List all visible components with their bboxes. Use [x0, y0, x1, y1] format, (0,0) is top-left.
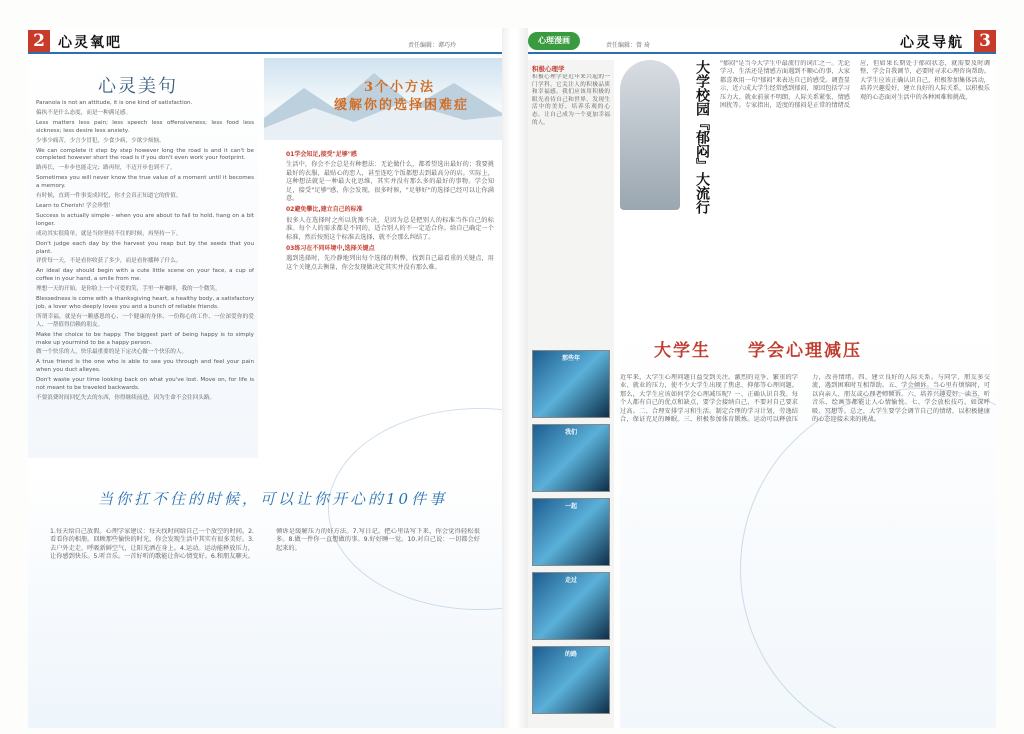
quote-line: 路再长，一步步也能走完；路再短，不迈开步也到不了。 [36, 165, 176, 172]
comic-panel-caption: 我们 [564, 429, 577, 436]
article2-panel [620, 328, 996, 728]
comic-badge: 心理漫画 [528, 32, 580, 50]
comic-text: 积极心理学是近年来兴起的一门学科，它关注人的积极品质和幸福感。我们应该用积极的眼光看待自己和世界，发现生活中的美好，培养乐观的心态，让自己成为一个更加幸福的人。 [532, 74, 610, 126]
comic-panel [532, 498, 610, 566]
quote-line: 偏执不是什么态度，而是一种满足感。 [36, 109, 132, 116]
comic-panel-caption: 一起 [564, 503, 577, 510]
comic-panel [532, 350, 610, 418]
spread-gutter [500, 28, 528, 728]
quote-line: 评价每一天，不是看你收获了多少，而是看你播种了什么。 [36, 258, 182, 265]
method-text: 生活中，你会不会总是有种想法：无论做什么，都希望选出最好的；我要挑最好的衣服，最贴心的恋人，甚至连吃个饭都想去到最高分的店。实际上，这种想法就是一种最大化思维，其实并没有那么多的最好的事物。学会知足，接受"足够"感，你会发现，很多时候，"足够好"的选择已经可以让你满意。 [286, 161, 494, 203]
method-text: 遇到选择时，先冷静地列出每个选择的利弊，找到自己最看重的关键点，用这个关键点去衡量，你会发现做决定其实并没有那么难。 [286, 255, 494, 271]
section-title-right: 心灵导航 [900, 35, 964, 51]
comic-heading: 积极心理学 [532, 65, 565, 73]
comic-panel [532, 572, 610, 640]
quote-line: 所谓幸福，就是有一颗感恩的心、一个健康的身体、一份称心的工作、一位深爱你的爱人、一帮值得信赖的朋友。 [36, 313, 254, 328]
quote-line: Make the choice to be happy. The biggest part of being happy is to simply make up yourmind to be a happy person. [36, 331, 254, 346]
tips-panel [28, 468, 502, 728]
section-title-left: 心灵氧吧 [58, 35, 122, 51]
method-heading: 03练习在不同环境中,选择关键点 [286, 245, 375, 253]
quote-line: 理想一天的开始，是你脸上一个可爱的笑，手里一杯咖啡，我的一个微笑。 [36, 286, 221, 293]
comic-panel [532, 646, 610, 714]
quote-line: Don't waste your time looking back on what you've lost. Move on, for life is not meant to be traveled backwards. [36, 377, 254, 392]
quote-line: Less matters less pain; less speech less offensiveness; less food less sickness; less desire less anxiety. [36, 119, 254, 134]
comic-panels [532, 350, 610, 720]
tips-text: 1.每天给自己放假。心理学家建议：每天找时间给自己一个放空的时间。2.看看你的相册。回顾那些愉快的时光，你会发现生活中其实有很多美好。3.去户外走走，呼吸新鲜空气，让阳光洒在身上。4.运动。运动能释放压力，让你感到快乐。5.听音乐。一首好听的歌能让你心情变好。6.和朋友聊天。倾诉是缓解压力的好方法。7.写日记。把心里话写下来，你会觉得轻松很多。8.做一件你一直想做的事。9.好好睡一觉。10.对自己说：一切都会好起来的。 [50, 528, 480, 561]
method-heading: 02避免攀比,建立自己的标准 [286, 206, 363, 214]
article1-title: 大学校园『郁闷』大流行 [694, 60, 710, 214]
article2-title-part2: 学会心理减压 [748, 341, 862, 361]
comic-column [528, 60, 614, 728]
quote-line: Blessedness is come with a thanksgiving heart, a healthy body, a satisfactory job, a lover who deeply loves you and a bunch of reliable friends. [36, 296, 254, 310]
methods-sections [286, 148, 494, 453]
comic-panel [532, 424, 610, 492]
page-number-left: 2 [28, 30, 50, 52]
right-page [528, 28, 996, 728]
quote-line: 不要浪费时间回忆失去的东西，你得继续前进，因为生命不会往回头路。 [36, 395, 216, 401]
comic-panel-caption: 的路 [564, 651, 577, 658]
methods-panel [264, 58, 502, 458]
tips-title: 当你扛不住的时候，可以让你开心的10件事 [98, 490, 448, 508]
article2-title-part1: 大学生 [654, 341, 711, 361]
quote-line: 少事少痛苦，少言少冒犯，少食少病，少欲少烦恼。 [36, 137, 165, 144]
quote-line: Don't judge each day by the harvest you reap but by the seeds that you plant. [36, 240, 254, 255]
mountain-banner [264, 58, 502, 140]
left-page [28, 28, 502, 728]
page-number-right: 3 [974, 30, 996, 52]
quote-line: We can complete it step by step however long the road is and it can't be completed however short the road is if you don't even work your footprint. [36, 147, 254, 162]
article2-text: 近年来，大学生心理问题日益受到关注。激烈的竞争、繁重的学业、就业的压力，使不少大学生出现了焦虑、抑郁等心理问题。那么，大学生应该如何学会心理减压呢？一、正确认识自我。每个人都有自己的优点和缺点，要学会接纳自己，不要对自己要求过高。二、合理安排学习和生活。制定合理的学习计划，劳逸结合，保证充足的睡眠。三、积极参加体育锻炼。运动可以释放压力，改善情绪。四、建立良好的人际关系。与同学、朋友多交流，遇到困难时互相帮助。五、学会倾诉。当心里有烦恼时，可以向亲人、朋友或心理老师倾诉。六、培养兴趣爱好。读书、听音乐、绘画等都能让人心情愉悦。七、学会放松技巧，如深呼吸、冥想等。总之，大学生要学会调节自己的情绪，以积极健康的心态迎接未来的挑战。 [620, 374, 990, 424]
editor-left: 责任编辑：谭巧玲 [408, 42, 457, 49]
quote-line: Success is actually simple - when you are about to fail to hold, hang on a bit longer. [36, 212, 254, 227]
article1-figure [620, 60, 680, 210]
method-text: 很多人在选择时之所以犹豫不决，是因为总是把别人的标准当作自己的标准。每个人的需求都是不同的，适合别人的不一定适合你。给自己确定一个标准，然后按照这个标准去选择，就不会那么纠结了。 [286, 216, 494, 241]
header-rule-right [528, 52, 996, 54]
quote-line: Paranoia is not an attitude, it is one kind of satisfaction. [36, 100, 193, 106]
editor-right: 责任编辑：曾 琦 [606, 42, 650, 49]
quote-line: Learn to Cherish! 学会珍惜！ [36, 202, 115, 209]
methods-title-top: 3个小方法 [364, 80, 436, 95]
quote-line: An ideal day should begin with a cute little scene on your face, a cup of coffee in your hand, a smile from me. [36, 268, 254, 283]
quotes-list [36, 100, 254, 450]
comic-panel-caption: 走过 [564, 577, 577, 584]
quote-line: 成功其实很简单，就是当你坚持不住的时候，再坚持一下。 [36, 230, 182, 237]
quotes-panel [28, 58, 258, 458]
quote-line: 有时候，直到一件事变成回忆，你才会真正知道它的价值。 [36, 193, 182, 200]
quote-line: Sometimes you will never know the true value of a moment until it becomes a memory. [36, 175, 254, 190]
methods-title-bottom: 缓解你的选择困难症 [334, 98, 470, 113]
article1-panel [620, 60, 996, 326]
quotes-title: 心灵美句 [98, 76, 178, 97]
header-rule-left [28, 52, 502, 54]
quote-line: 做一个快乐的人，快乐最重要的是下定决心做一个快乐的人。 [36, 349, 188, 356]
article1-text: "郁闷"是当今大学生中最流行的词汇之一。无论学习、生活还是情感方面遇到不顺心的事，大家都喜欢用一句"郁闷"来表达自己的感受。调查显示，近六成大学生经常感到郁闷，原因包括学习压力大、就业前景不明朗、人际关系紧张、情感困扰等。专家指出，适度的郁闷是正常的情绪反应，但如果长期处于郁闷状态，就需要及时调整，学会自我调节，必要时寻求心理咨询帮助。大学生应该正确认识自己，积极参加集体活动，培养兴趣爱好，建立良好的人际关系，以积极乐观的心态面对生活中的各种困难和挑战。 [720, 60, 990, 110]
quote-line: A true friend is the one who is able to see you through and feel your pain when you duct alleyes. [36, 359, 254, 374]
method-heading: 01学会知足,接受"足够"感 [286, 151, 357, 158]
comic-panel-caption: 那些年 [561, 355, 580, 362]
